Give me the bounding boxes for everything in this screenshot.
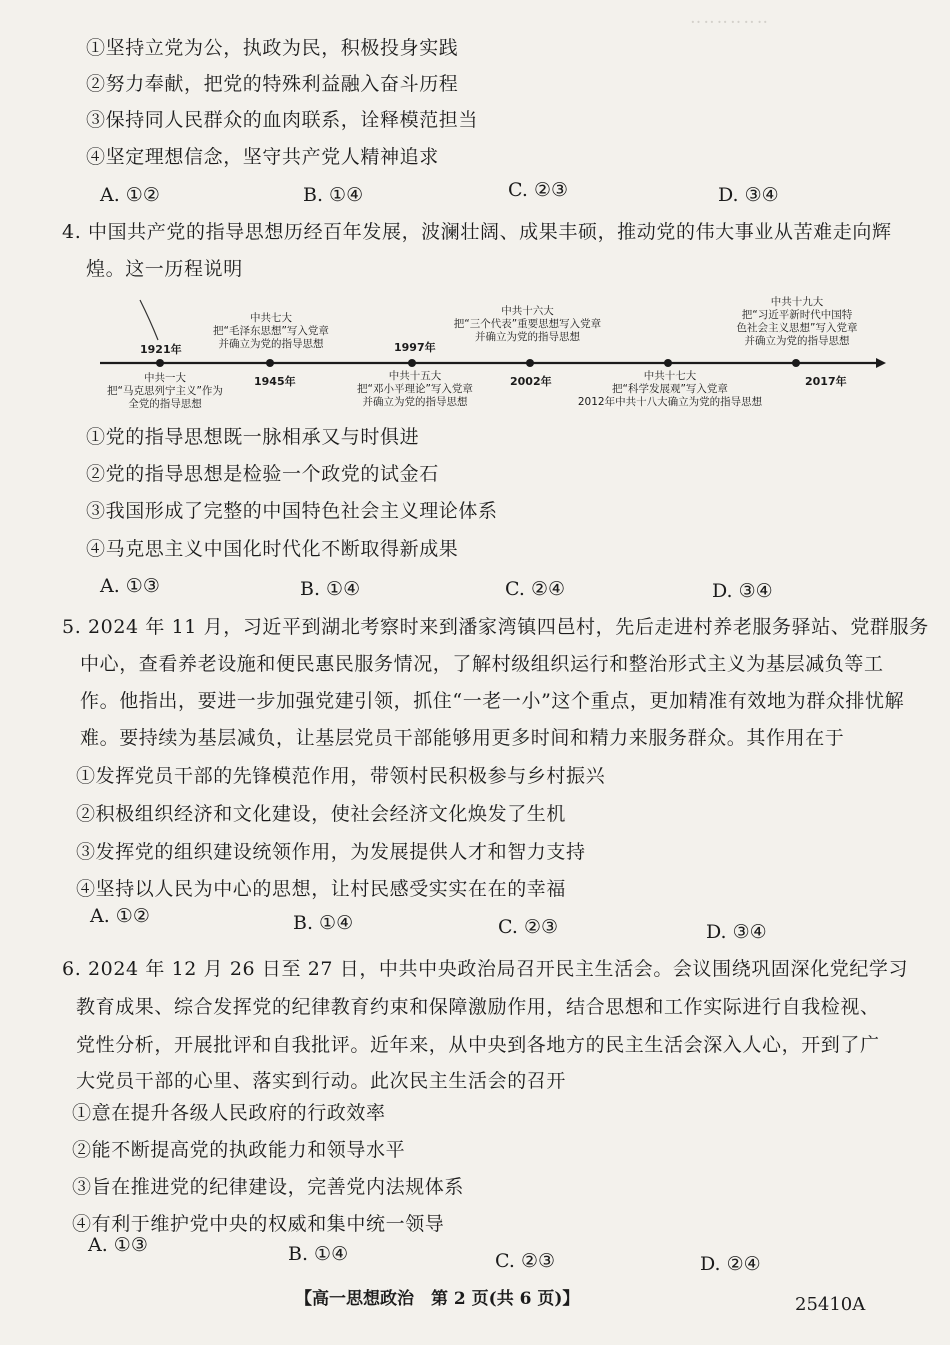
q4-answer-b: B. ①④: [300, 578, 361, 600]
event-title: 中共十九大: [770, 296, 824, 308]
event-line: 把“习近平新时代中国特: [741, 309, 853, 321]
q6-option-1: ①意在提升各级人民政府的行政效率: [72, 1102, 386, 1124]
q4-option-3: ③我国形成了完整的中国特色社会主义理论体系: [86, 500, 498, 522]
q4-answer-a: A. ①③: [100, 575, 160, 597]
event-line: 把“三个代表”重要思想写入党章: [453, 318, 602, 330]
timeline-dot-2012: [664, 359, 672, 367]
timeline-dot-1945: [266, 359, 274, 367]
q3-answer-d: D. ③④: [718, 184, 779, 206]
timeline-dot-2002: [526, 359, 534, 367]
q4-stem-line-2: 煌。这一历程说明: [86, 258, 243, 280]
q6-answer-b: B. ①④: [288, 1243, 349, 1265]
q6-answer-d: D. ②④: [700, 1253, 761, 1275]
event-line: 并确立为党的指导思想: [475, 331, 580, 343]
q6-option-2: ②能不断提高党的执政能力和领导水平: [72, 1139, 406, 1161]
q3-option-1: ①坚持立党为公，执政为民，积极投身实践: [86, 37, 459, 59]
event-line: 把“邓小平理论”写入党章: [357, 383, 473, 395]
event-title: 中共十七大: [643, 370, 697, 382]
timeline-year-1921: 1921年: [140, 343, 182, 356]
page-footer-title: 【高一思想政治 第 2 页(共 6 页)】: [295, 1289, 580, 1309]
q5-stem-line-4: 难。要持续为基层减负，让基层党员干部能够用更多时间和精力来服务群众。其作用在于: [80, 727, 845, 749]
event-title: 中共十六大: [501, 305, 554, 317]
timeline-year-2017: 2017年: [805, 375, 847, 388]
event-title: 中共十五大: [388, 370, 442, 382]
q3-answer-a: A. ①②: [100, 184, 160, 206]
q4-option-2: ②党的指导思想是检验一个政党的试金石: [86, 463, 439, 485]
event-line: 把“毛泽东思想”写入党章: [213, 325, 329, 337]
q6-stem-line-1: 6. 2024 年 12 月 26 日至 27 日，中共中央政治局召开民主生活会。会议围绕巩固深化党纪学习: [62, 958, 909, 980]
q3-option-4: ④坚定理想信念，坚守共产党人精神追求: [86, 146, 439, 168]
q6-option-3: ③旨在推进党的纪律建设，完善党内法规体系: [72, 1176, 465, 1198]
q6-stem-line-2: 教育成果、综合发挥党的纪律教育约束和保障激励作用，结合思想和工作实际进行自我检视、: [76, 996, 880, 1018]
timeline-event-17th-congress: [580, 370, 760, 396]
timeline-year-2002: 2002年: [510, 375, 552, 388]
q6-option-4: ④有利于维护党中央的权威和集中统一领导: [72, 1213, 445, 1235]
event-line: 并确立为党的指导思想: [744, 335, 850, 347]
paper-code: 25410A: [795, 1294, 866, 1315]
timeline-year-1945: 1945年: [254, 375, 296, 388]
bleed-through: ‥‥‥‥‥‥: [690, 8, 771, 28]
q5-stem-line-3: 作。他指出，要进一步加强党建引领，抓住“一老一小”这个重点，更加精准有效地为群众排忧解: [80, 690, 905, 712]
q5-stem-line-2: 中心，查看养老设施和便民惠民服务情况，了解村级组织运行和整治形式主义为基层减负等工: [80, 653, 884, 675]
q5-option-3: ③发挥党的组织建设统领作用，为发展提供人才和智力支持: [76, 841, 586, 863]
q6-stem-line-4: 大党员干部的心里、落实到行动。此次民主生活会的召开: [76, 1070, 567, 1092]
timeline-dot-1997: [408, 359, 416, 367]
timeline-year-1997: 1997年: [394, 341, 436, 354]
q4-stem-line-1: 4. 中国共产党的指导思想历经百年发展，波澜壮阔、成果丰硕，推动党的伟大事业从苦难走向辉: [62, 221, 892, 243]
timeline-event-16th-congress: [440, 305, 615, 344]
event-line: 把“科学发展观”写入党章: [612, 383, 728, 395]
event-title: 中共一大: [144, 372, 186, 384]
timeline-event-15th-congress: [340, 370, 490, 409]
timeline-event-1st-congress: [85, 372, 245, 411]
q4-answer-c: C. ②④: [505, 578, 566, 600]
timeline-event-18th-congress: 2012年中共十八大确立为党的指导思想: [577, 396, 763, 408]
q5-answer-c: C. ②③: [498, 916, 559, 938]
q5-answer-a: A. ①②: [90, 905, 150, 927]
timeline-event-19th-congress: [722, 296, 872, 348]
q5-stem-line-1: 5. 2024 年 11 月，习近平到湖北考察时来到潘家湾镇四邑村，先后走进村养老服务驿站、党群服务: [62, 616, 929, 638]
event-line: 色社会主义思想”写入党章: [736, 322, 858, 334]
q6-answer-c: C. ②③: [495, 1250, 556, 1272]
event-line: 把“马克思列宁主义”作为: [107, 385, 223, 397]
timeline-dot-1921: [156, 359, 164, 367]
q4-answer-d: D. ③④: [712, 580, 773, 602]
q5-option-1: ①发挥党员干部的先锋模范作用，带领村民积极参与乡村振兴: [76, 765, 606, 787]
event-line: 全党的指导思想: [128, 398, 202, 410]
q3-option-2: ②努力奉献，把党的特殊利益融入奋斗历程: [86, 73, 459, 95]
q4-option-1: ①党的指导思想既一脉相承又与时俱进: [86, 426, 420, 448]
q5-option-4: ④坚持以人民为中心的思想，让村民感受实实在在的幸福: [76, 878, 567, 900]
pen-mark: [140, 300, 158, 340]
timeline-arrow-icon: [876, 358, 886, 368]
q5-option-2: ②积极组织经济和文化建设，使社会经济文化焕发了生机: [76, 803, 567, 825]
q3-answer-b: B. ①④: [303, 184, 364, 206]
timeline-event-7th-congress: [196, 312, 346, 351]
q4-option-4: ④马克思主义中国化时代化不断取得新成果: [86, 538, 459, 560]
event-line: 并确立为党的指导思想: [362, 396, 468, 408]
event-line: 并确立为党的指导思想: [218, 338, 324, 350]
event-title: 中共七大: [250, 312, 292, 324]
q6-answer-a: A. ①③: [88, 1234, 148, 1256]
q3-option-3: ③保持同人民群众的血肉联系，诠释模范担当: [86, 109, 479, 131]
q6-stem-line-3: 党性分析，开展批评和自我批评。近年来，从中央到各地方的民主生活会深入人心，开到了广: [76, 1034, 880, 1056]
q5-answer-d: D. ③④: [706, 921, 767, 943]
timeline-dot-2017: [792, 359, 800, 367]
q5-answer-b: B. ①④: [293, 912, 354, 934]
q3-answer-c: C. ②③: [508, 179, 569, 201]
